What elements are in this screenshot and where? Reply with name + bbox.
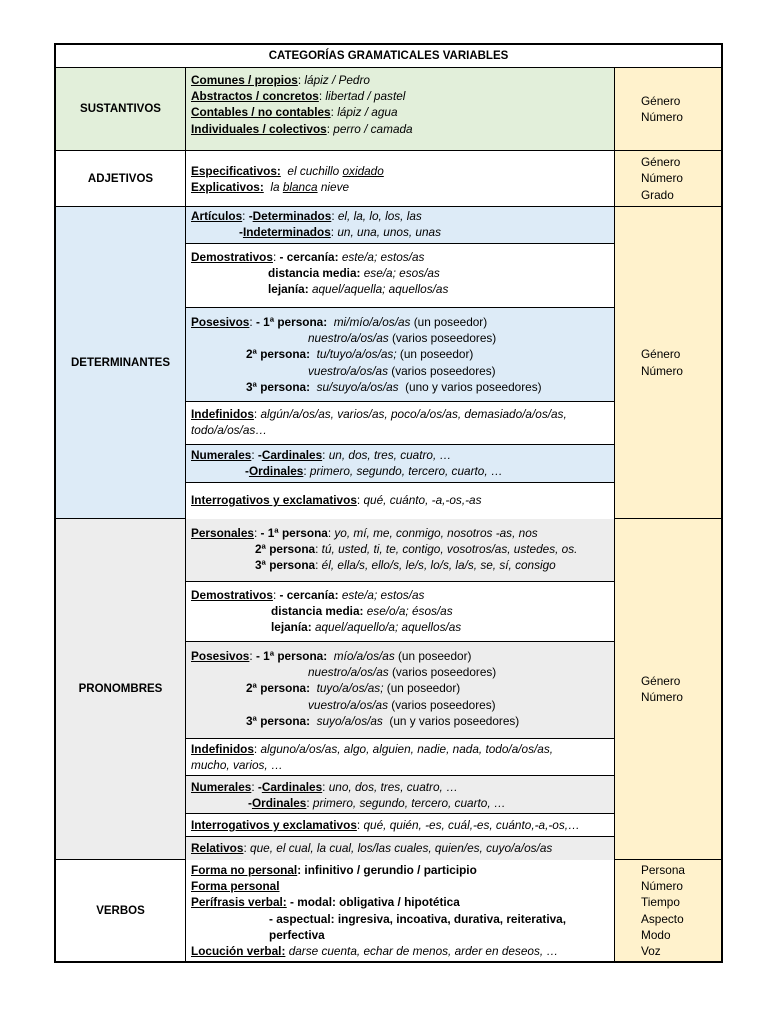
adjetivos-content: [186, 151, 615, 207]
feature-label: Género: [641, 155, 681, 170]
text-segment: Cardinales: [261, 780, 323, 794]
adjetivos-features: [615, 151, 721, 207]
text-segment: ese/a; esos/as: [363, 266, 440, 281]
text-segment: - modal: obligativa / hipotética: [290, 895, 460, 910]
text-segment: - aspectual: ingresiva, incoativa, durativa, reiterativa,: [269, 911, 567, 926]
example-text: blanca: [282, 180, 318, 195]
text-segment: mi/mío/a/os/as: [333, 315, 411, 329]
example-text: perro / camada: [333, 121, 413, 136]
feature-label: Tiempo: [641, 895, 680, 910]
subtype-term: Especificativos:: [191, 164, 281, 178]
text-line: [191, 363, 609, 379]
text-segment: 3ª persona: [255, 558, 316, 573]
text-line: Numerales: -Cardinales: un, dos, tres, cuatro, …: [191, 448, 452, 462]
text-segment: vuestro/a/os/as: [308, 697, 388, 712]
text-line: Relativos: que, el cual, la cual, los/las cuales, quien/es, cuyo/a/os/as: [191, 841, 553, 855]
text-segment: nuestro/a/os/as: [308, 665, 389, 680]
text-segment: su/suyo/a/os/as: [316, 379, 399, 394]
text-segment: Demostrativos: [191, 588, 273, 602]
text-segment: Numerales: [191, 780, 252, 794]
text-segment: todo/a/os/as…: [191, 423, 268, 438]
grammar-table: [54, 43, 723, 963]
text-segment: -: [239, 225, 243, 240]
text-segment: primero, segundo, tercero, cuarto, …: [312, 796, 506, 811]
text-line: -Indeterminados: un, una, unos, unas: [239, 225, 441, 240]
text-line: [191, 619, 609, 635]
example-text: nieve: [320, 180, 350, 195]
text-line: [191, 713, 609, 729]
text-line: [191, 179, 609, 195]
text-line: [191, 346, 609, 362]
pron-demostrativos: [186, 582, 614, 642]
text-segment: (un poseedor): [398, 649, 472, 663]
text-line: [191, 664, 609, 680]
text-segment: - cercanía:: [279, 588, 339, 602]
category-pronombres: PRONOMBRES: [56, 519, 186, 860]
text-segment: Interrogativos y exclamativos: [191, 818, 357, 832]
text-segment: qué, cuánto, -a,-os,-as: [363, 493, 482, 507]
text-segment: mucho, varios, …: [191, 758, 283, 773]
text-line: [191, 911, 609, 927]
text-line: [191, 943, 609, 959]
text-line: [191, 422, 609, 438]
text-segment: Indefinidos: [191, 742, 254, 756]
text-segment: Posesivos: [191, 315, 250, 329]
det-interrogativos: [186, 483, 614, 519]
text-segment: Ordinales: [251, 796, 307, 811]
example-text: lápiz / agua: [337, 105, 398, 120]
text-segment: Interrogativos y exclamativos: [191, 493, 357, 507]
example-text: el cuchillo: [287, 164, 340, 178]
text-segment: (un poseedor): [399, 347, 474, 362]
text-segment: Perífrasis verbal:: [191, 895, 287, 910]
text-line: [191, 281, 609, 297]
text-line: Numerales: -Cardinales: uno, dos, tres, cuatro, …: [191, 780, 458, 794]
text-segment: -: [248, 209, 253, 223]
text-segment: este/a; estos/as: [341, 588, 425, 602]
pron-posesivos: [186, 642, 614, 739]
category-adjetivos: ADJETIVOS: [56, 151, 186, 207]
text-line: -Ordinales: primero, segundo, tercero, cuarto, …: [248, 796, 506, 811]
text-line: -Ordinales: primero, segundo, tercero, cuarto, …: [245, 464, 503, 479]
category-verbos: VERBOS: [56, 860, 186, 961]
text-line: Interrogativos y exclamativos: qué, cuánto, -a,-os,-as: [191, 493, 482, 507]
verbos-content: [186, 860, 615, 961]
text-line: [191, 163, 609, 179]
text-segment: el, la, lo, los, las: [337, 209, 422, 223]
sustantivo-line: Contables / no contables: lápiz / agua: [191, 105, 398, 120]
text-segment: yo, mí, me, conmigo, nosotros -as, nos: [334, 526, 538, 540]
subtype-term: Explicativos:: [191, 180, 264, 195]
text-line: [191, 265, 609, 281]
subtype-term: Contables / no contables: [191, 105, 331, 120]
text-segment: - 1ª persona:: [255, 315, 328, 329]
sustantivos-features: [615, 68, 721, 151]
subtype-term: Abstractos / concretos: [191, 89, 319, 104]
text-segment: 2ª persona:: [246, 681, 311, 696]
feature-label: Número: [641, 171, 683, 186]
subtype-term: Individuales / colectivos: [191, 121, 327, 136]
pron-relativos: [186, 837, 614, 860]
text-segment: un, dos, tres, cuatro, …: [328, 448, 452, 462]
text-line: [191, 697, 609, 713]
pronombres-content: [186, 519, 615, 860]
text-line: Artículos: -Determinados: el, la, lo, los, las: [191, 209, 422, 223]
text-segment: que, el cual, la cual, los/las cuales, quien/es, cuyo/a/os/as: [250, 841, 553, 855]
sustantivo-line: Abstractos / concretos: libertad / pastel: [191, 89, 406, 104]
text-segment: -: [245, 464, 249, 479]
text-segment: aquel/aquella; aquellos/as: [311, 282, 449, 297]
text-segment: Locución verbal:: [191, 944, 286, 959]
text-segment: distancia media:: [268, 266, 361, 281]
text-segment: Forma no personal: [191, 863, 298, 877]
text-line: Posesivos: - 1ª persona: mío/a/os/as (un poseedor): [191, 649, 472, 663]
text-segment: - 1ª persona: [260, 526, 328, 540]
text-segment: uno, dos, tres, cuatro, …: [328, 780, 458, 794]
example-text: lápiz / Pedro: [304, 73, 370, 87]
text-segment: Personales: [191, 526, 254, 540]
determinantes-content: [186, 207, 615, 519]
text-segment: 3ª persona:: [246, 713, 311, 728]
pronombres-features: [615, 519, 721, 860]
text-segment: distancia media:: [271, 604, 364, 619]
text-segment: -: [248, 796, 252, 811]
determinantes-features: [615, 207, 721, 519]
text-segment: (varios poseedores): [391, 331, 497, 346]
sustantivos-content: [186, 68, 615, 151]
text-segment: -: [257, 780, 262, 794]
text-line: [191, 757, 609, 773]
category-determinantes: DETERMINANTES: [56, 207, 186, 519]
det-posesivos: [186, 308, 614, 402]
example-text: la: [270, 180, 280, 195]
text-segment: lejanía:: [271, 620, 312, 635]
text-segment: este/a; estos/as: [341, 250, 425, 264]
text-line: [191, 680, 609, 696]
text-segment: algún/a/os/as, varios/as, poco/a/os/as, demasiado/a/os/as,: [260, 407, 567, 421]
text-line: [191, 894, 609, 910]
feature-label: Número: [641, 110, 683, 124]
feature-label: Género: [641, 347, 681, 362]
feature-label: Género: [641, 673, 681, 688]
verbos-features: [615, 860, 721, 961]
text-segment: Numerales: [191, 448, 252, 462]
sustantivo-line: Comunes / propios: lápiz / Pedro: [191, 73, 370, 87]
text-segment: Demostrativos: [191, 250, 273, 264]
table-title: CATEGORÍAS GRAMATICALES VARIABLES: [56, 45, 721, 68]
text-segment: un, una, unos, unas: [337, 225, 441, 240]
text-segment: tú, usted, ti, te, contigo, vosotros/as, ustedes, os.: [321, 542, 578, 557]
text-segment: Ordinales: [248, 464, 304, 479]
feature-label: Voz: [641, 943, 661, 958]
text-line: Indefinidos: algún/a/os/as, varios/as, poco/a/os/as, demasiado/a/os/as,: [191, 407, 567, 421]
text-segment: Relativos: [191, 841, 244, 855]
example-text: libertad / pastel: [325, 89, 406, 104]
text-segment: Determinados: [252, 209, 332, 223]
text-segment: 2ª persona:: [246, 347, 311, 362]
text-segment: darse cuenta, echar de menos, arder en deseos, …: [288, 944, 559, 959]
text-segment: - cercanía:: [279, 250, 339, 264]
feature-label: Número: [641, 690, 683, 704]
det-indefinidos: [186, 402, 614, 445]
text-line: [191, 927, 609, 943]
text-segment: Cardinales: [261, 448, 323, 462]
text-line: [191, 330, 609, 346]
text-line: [191, 862, 609, 878]
text-line: Demostrativos: - cercanía: este/a; estos/as: [191, 250, 425, 264]
feature-label: Persona: [641, 862, 685, 877]
text-segment: infinitivo / gerundio / participio: [304, 863, 477, 877]
text-line: Demostrativos: - cercanía: este/a; estos/as: [191, 588, 425, 602]
text-segment: 3ª persona:: [246, 379, 311, 394]
text-line: [191, 603, 609, 619]
text-segment: (varios poseedores): [391, 697, 496, 712]
pron-personales: [186, 519, 614, 582]
text-segment: tuyo/a/os/as;: [316, 681, 384, 696]
text-segment: Artículos: [191, 209, 243, 223]
det-numerales: [186, 445, 614, 483]
feature-label: Número: [641, 879, 683, 894]
det-articulos: [186, 207, 614, 244]
text-segment: Indefinidos: [191, 407, 254, 421]
text-segment: vuestro/a/os/as: [308, 363, 388, 378]
feature-label: Grado: [641, 187, 674, 202]
feature-label: Género: [641, 93, 681, 108]
text-segment: aquel/aquello/a; aquellos/as: [314, 620, 462, 635]
category-sustantivos: SUSTANTIVOS: [56, 68, 186, 151]
pron-interrogativos: [186, 814, 614, 837]
text-segment: suyo/a/os/as: [316, 713, 383, 728]
text-segment: - 1ª persona:: [255, 649, 328, 663]
text-segment: primero, segundo, tercero, cuarto, …: [309, 464, 503, 479]
text-segment: alguno/a/os/as, algo, alguien, nadie, nada, todo/a/os/as,: [260, 742, 554, 756]
text-line: Interrogativos y exclamativos: qué, quién, -es, cuál,-es, cuánto,-a,-os,…: [191, 818, 580, 832]
text-line: 2ª persona: tú, usted, ti, te, contigo, vosotros/as, ustedes, os.: [255, 542, 578, 557]
text-segment: (varios poseedores): [391, 363, 496, 378]
text-line: Indefinidos: alguno/a/os/as, algo, alguien, nadie, nada, todo/a/os/as,: [191, 742, 554, 756]
text-segment: (un y varios poseedores): [389, 713, 520, 728]
text-segment: (uno y varios poseedores): [405, 379, 542, 394]
text-segment: él, ella/s, ello/s, le/s, lo/s, la/s, se, sí, consigo: [321, 558, 556, 573]
text-segment: (un poseedor): [413, 315, 488, 329]
det-demostrativos: [186, 244, 614, 308]
text-segment: :: [297, 863, 305, 877]
feature-label: Aspecto: [641, 911, 684, 926]
text-segment: nuestro/a/os/as: [308, 331, 389, 346]
feature-label: Modo: [641, 927, 671, 942]
text-line: [191, 878, 609, 894]
text-segment: perfectiva: [269, 927, 325, 942]
text-line: [191, 379, 609, 395]
sustantivo-line: Individuales / colectivos: perro / camada: [191, 121, 413, 136]
pron-indefinidos: [186, 739, 614, 776]
text-segment: Posesivos: [191, 649, 250, 663]
subtype-term: Comunes / propios: [191, 73, 298, 87]
text-segment: (un poseedor): [386, 681, 461, 696]
text-segment: 2ª persona: [255, 542, 316, 557]
text-segment: ese/o/a; ésos/as: [366, 604, 453, 619]
text-segment: qué, quién, -es, cuál,-es, cuánto,-a,-os,…: [363, 818, 580, 832]
example-text: oxidado: [342, 164, 384, 178]
text-line: 3ª persona: él, ella/s, ello/s, le/s, lo/s, la/s, se, sí, consigo: [255, 558, 556, 573]
text-segment: -: [257, 448, 262, 462]
text-line: Personales: - 1ª persona: yo, mí, me, conmigo, nosotros -as, nos: [191, 526, 538, 540]
text-segment: (varios poseedores): [391, 665, 497, 680]
text-segment: tu/tuyo/a/os/as;: [316, 347, 397, 362]
feature-label: Número: [641, 363, 683, 378]
pron-numerales: [186, 776, 614, 814]
text-segment: mío/a/os/as: [333, 649, 395, 663]
text-segment: Forma personal: [191, 879, 280, 894]
text-line: Posesivos: - 1ª persona: mi/mío/a/os/as (un poseedor): [191, 315, 488, 329]
text-segment: lejanía:: [268, 282, 309, 297]
text-segment: Indeterminados: [242, 225, 331, 240]
